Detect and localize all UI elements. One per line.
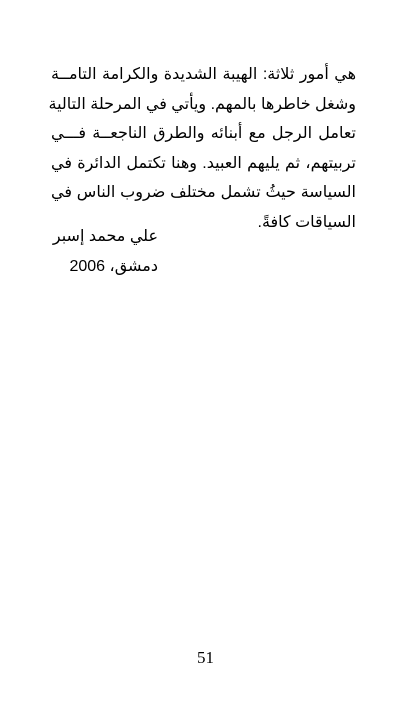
paragraph-line: تعامل الرجل مع أبنائه والطرق الناجعــة فـــي bbox=[51, 125, 356, 142]
paragraph-line: السياقات كافةً. bbox=[257, 213, 356, 231]
body-paragraph bbox=[48, 60, 356, 237]
paragraph-line: وشغل خاطرها بالمهم. ويأتي في المرحلة التالية bbox=[48, 95, 356, 113]
paragraph-line: السياسة حيثُ تشمل مختلف ضروب الناس في bbox=[51, 184, 356, 201]
page-number: 51 bbox=[197, 648, 214, 667]
paragraph-line: هي أمور ثلاثة: الهيبة الشديدة والكرامة التامــة bbox=[51, 66, 356, 83]
signature-block bbox=[53, 222, 158, 281]
paragraph-line: تربيتهم، ثم يليهم العبيد. وهنا تكتمل الدائرة في bbox=[51, 154, 356, 172]
author-name: علي محمد إسبر bbox=[52, 228, 158, 245]
place-date: دمشق، 2006 bbox=[69, 257, 158, 275]
